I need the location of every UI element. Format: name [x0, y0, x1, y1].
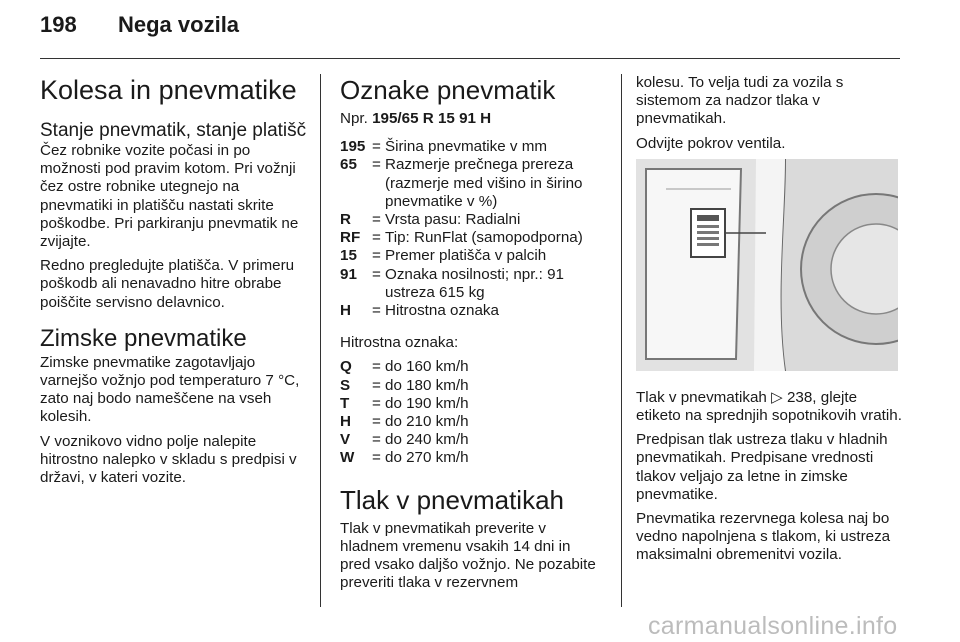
marking-key: H	[340, 413, 351, 431]
column-3	[636, 74, 902, 571]
marking-description: do 180 km/h	[385, 376, 469, 394]
subheading-winter: Zimske pnevmatike	[40, 324, 247, 352]
speed-row	[340, 431, 600, 449]
text-run: Tlak v pnevmatikah	[636, 388, 772, 406]
speed-row	[340, 377, 600, 395]
marking-row	[340, 156, 600, 211]
column-divider-2	[621, 74, 622, 607]
marking-description: do 190 km/h	[385, 394, 469, 412]
marking-key: T	[340, 394, 350, 412]
paragraph: V voznikovo vidno polje nalepite hitrostno nalepko v skladu s predpisi v državi, v kateri vozite.	[40, 432, 297, 487]
door-label-photo	[636, 159, 898, 371]
example-prefix: Npr.	[340, 110, 368, 127]
section-heading: Kolesa in pnevmatike	[40, 75, 297, 105]
marking-description: Hitrostna oznaka	[385, 302, 499, 320]
arrow-ref-icon[interactable]: ▷	[771, 388, 783, 406]
equals-sign: =	[372, 211, 381, 229]
paragraph: Pnevmatika rezervnega kolesa naj bo vedno napolnjena s tlakom, ki ustreza maksimalni obremenitvi vozila.	[636, 510, 891, 564]
marking-description: Tip: RunFlat (samopodporna)	[385, 229, 583, 247]
marking-key: 195	[340, 138, 366, 156]
marking-key: Q	[340, 358, 352, 376]
marking-description: Oznaka nosilnosti; npr.: 91 ustreza 615 kg	[385, 265, 564, 301]
paragraph: kolesu. To velja tudi za vozila s sistemom za nadzor tlaka v pnevmatikah.	[636, 74, 844, 128]
section-title: Nega vozila	[118, 12, 240, 37]
marking-description: do 240 km/h	[385, 431, 469, 449]
column-1	[40, 74, 308, 493]
equals-sign: =	[372, 229, 381, 247]
speed-list	[340, 358, 600, 467]
marking-key: S	[340, 376, 351, 394]
marking-key: V	[340, 431, 351, 449]
subheading-rims: Stanje pnevmatik, stanje platišč	[40, 120, 307, 141]
markings-list	[340, 138, 600, 320]
paragraph	[636, 389, 902, 425]
equals-sign: =	[372, 302, 381, 320]
header-rule	[40, 58, 900, 59]
speed-row	[340, 449, 600, 467]
marking-row	[340, 229, 600, 247]
paragraph: Zimske pnevmatike zagotavljajo varnejšo vožnjo pod temperaturo 7 °C, zato naj bodo nameščene na vseh kolesih.	[40, 353, 300, 426]
watermark: carmanualsonline.info	[648, 612, 898, 640]
speed-row	[340, 413, 600, 431]
marking-description: do 210 km/h	[385, 413, 469, 431]
paragraph: Odvijte pokrov ventila.	[636, 134, 786, 152]
marking-key: 65	[340, 156, 357, 174]
marking-row	[340, 302, 600, 320]
equals-sign: =	[372, 431, 381, 449]
marking-row	[340, 247, 600, 265]
marking-row	[340, 211, 600, 229]
marking-key: RF	[340, 229, 361, 247]
equals-sign: =	[372, 394, 381, 412]
marking-key: W	[340, 449, 355, 467]
paragraph: Redno pregledujte platišča. V primeru poškodb ali nenavadno hitre obrabe poiščite servisno delavnico.	[40, 257, 295, 311]
equals-sign: =	[372, 413, 381, 431]
marking-row	[340, 138, 600, 156]
equals-sign: =	[372, 358, 381, 376]
speed-row	[340, 395, 600, 413]
marking-description: Premer platišča v palcih	[385, 247, 547, 265]
section-heading: Oznake pnevmatik	[340, 75, 556, 105]
page-number: 198	[40, 12, 77, 37]
marking-key: R	[340, 211, 351, 229]
marking-description: Razmerje prečnega prereza (razmerje med višino in širino pnevmatike v %)	[385, 156, 583, 210]
example-code: 195/65 R 15 91 H	[372, 110, 492, 127]
equals-sign: =	[372, 449, 381, 467]
section-heading-pressure: Tlak v pnevmatikah	[340, 484, 564, 515]
equals-sign: =	[372, 376, 381, 394]
column-divider-1	[320, 74, 321, 607]
marking-description: do 160 km/h	[385, 358, 469, 376]
paragraph: Čez robnike vozite počasi in po možnosti pod pravim kotom. Pri vožnji čez ostre robnike utegnejo na pnevmatiki in platišču nastati skrite poškodbe. Pri parkiranju pnevmatik ne zvijajte.	[40, 142, 299, 251]
equals-sign: =	[372, 247, 381, 265]
marking-key: 15	[340, 247, 357, 265]
marking-description: Vrsta pasu: Radialni	[385, 211, 521, 229]
example-line	[340, 110, 600, 128]
column-2	[340, 74, 600, 598]
marking-description: Širina pnevmatike v mm	[385, 138, 548, 156]
marking-description: do 270 km/h	[385, 449, 469, 467]
speed-heading: Hitrostna oznaka:	[340, 334, 459, 352]
speed-row	[340, 358, 600, 376]
equals-sign: =	[372, 156, 381, 174]
marking-key: H	[340, 302, 351, 320]
page-header	[40, 12, 239, 38]
marking-row	[340, 266, 600, 302]
marking-key: 91	[340, 265, 357, 283]
equals-sign: =	[372, 265, 381, 283]
text-run: 238, glejte etiketo na sprednjih sopotnikovih vratih.	[636, 388, 902, 425]
equals-sign: =	[372, 138, 381, 156]
paragraph: Predpisan tlak ustreza tlaku v hladnih pnevmatikah. Predpisane vrednosti tlakov veljajo za letne in zimske pnevmatike.	[636, 431, 888, 503]
paragraph: Tlak v pnevmatikah preverite v hladnem vremenu vsakih 14 dni in pred vsako daljšo vožnjo. Ne pozabite preveriti tlaka v rezervnem	[340, 519, 596, 592]
